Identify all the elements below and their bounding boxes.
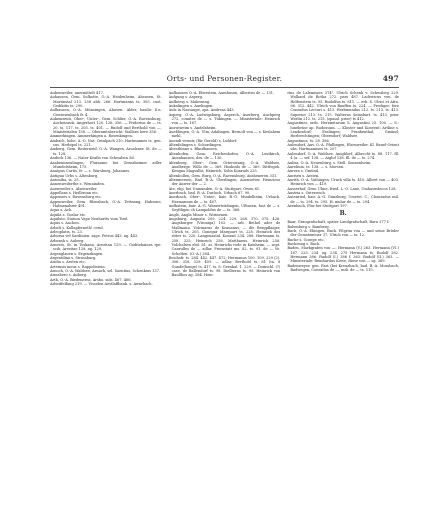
index-entry: Ausserhof, Gem. Ulme, fried. L.-O. Lane, Umhasusbicca 128. xyxy=(287,186,397,191)
index-column-right xyxy=(287,91,399,473)
index-entry: Angle, Angla Minor s. Wirmenen. xyxy=(168,212,229,217)
index-entry: Aulisa, O.-A. Neuenbürg, s. Stell. Sonnenheim. xyxy=(287,160,372,165)
index-entry: Annenweilerthe s. Wenninden. xyxy=(50,182,105,187)
index-entry: Anatgus Curtis, fr. — s. Warsburg, Johannes. xyxy=(50,169,131,174)
index-entry: Austria s. Osterreich. xyxy=(287,190,326,195)
index-entry: Antoniba, ts. 25. xyxy=(50,177,80,182)
index-entry: Aubenweiler, unermittelt 417. xyxy=(50,91,104,95)
index-entry: Aufhausen O.-A. Eberstein, Aumhusen, Albertus de — 131. xyxy=(168,91,275,95)
index-entry: Reichsfr. ts. 284. 442. 447. 472; Hermanus 100. 109. 229 (2). 306. 318. 329. 459. — adlar. Berthold ts. 81 (ta. 8 Gunde(hange) ts. 417. ts. 8. Gernhal. 1. 229. — Domschl. (?) case. de Ballendorf ts. 98. Diellierns ts. 95. Heinrich von Baullhos ag. 284. Hein- xyxy=(168,256,281,278)
index-entry: Aulendorf, O.-A. Waldsee, Anighlorf, Albrecht ts. 88. 117. fll. 4 (a. — sef. 138. — Aiglof 138. fll. de — ts. 274. xyxy=(287,151,400,161)
index-column-left xyxy=(50,91,162,473)
index-entry: Argenglauen s. Ergenzlingen. xyxy=(50,251,104,256)
index-entry: Armsbero s. Auberg. xyxy=(50,273,88,278)
index-entry: Altenhofen, Gem. Reichenhofen, O.-A. Leutkirch, Auenhausen, des. de — 130. xyxy=(168,151,281,161)
index-entry: Aquilsto, Station Vape Neuhartts vom Tirol. xyxy=(50,216,129,221)
index-columns xyxy=(50,91,399,473)
index-entry: Aurera s. Gmünd. xyxy=(287,169,320,174)
index-entry: Aridia s. Arsten etc. xyxy=(50,260,86,265)
index-entry: Aufhatein, bair. A.-G. Wasserträdingen, Ufhusen, fast de — s. Seyfiligen ch Lampoldus de — ts. 368. xyxy=(168,203,281,213)
index-entry: Aueßlingen, O.-A. Ulm, Adalingen. Bernolt von — s. Keslahem mehl. xyxy=(168,130,281,139)
index-entry: rius de Lalemnsee 374². Ulrich Schenk v. Schwabeg 229. Wolhard de Rotha 272. pars 487. Ladewicus von. de Helfenstein ts. 95. Rudolfus ts. 811. — erh. S. Ulrici et Afra. 96. 312. 442. Ulrich von Bauffen ts. 224. — Prediger: fere Conradus Lecturi s. 413. Herbmundus 212. ts. 213. ts. 413. Superior 213. ts. 215. Walterus Seinsbart. ts. 413. prior Werlin 212. ts. 215. (zpaud. prior) ts 412. xyxy=(287,91,400,122)
index-entry: Appellans s. Heilbronn etc. xyxy=(50,190,99,195)
index-entry: Autenried, bair. A.-G. Günzburg, Umetet. C., Chonradus mil. de — ts. 294. ts. 295. H. mulur de — ts. 294. xyxy=(287,195,400,204)
index-entry: Aaabeimneulingen, Flurname bei Grenzheimer adler Mundelsheim, 175. xyxy=(50,160,162,169)
index-entry: Argentilina s. Strassburg. xyxy=(50,256,97,261)
index-entry: Augustiner, ords. Heremitarum S. Augustini 25. 100. — S.: lunebrine ap. Rudossum. — Kloster und Konvent: Artline s. Lendesdorf; Esslingen; Frankenthal, Gmünd; Herbrechtingen; Oberndorf; Waldsee. xyxy=(287,121,400,139)
index-entry: Aufheesy s. Mahrenng. xyxy=(168,99,211,104)
index-entry: Aurith, O.-A. Vaihingen, Urach villa ts. 410. Albert von — 403. Heinrich von — 419. xyxy=(287,177,400,187)
index-entry: Bachenag s. Bach. xyxy=(287,242,321,246)
index-entry: Bach, O.-A. Ehingen, Bach. Filgrim von — und seine Brüder der Gemstemeier 37. Ulrich von — ts. 12. xyxy=(287,228,400,238)
index-entry: Altenbollen, Gem. Burg, O.-A. Ravensburg, Ausheneren 331. xyxy=(168,173,278,178)
index-entry: Baden, Markgrafen von —: Hermann (V.) 263. Hermann (VI.) 167. 225. 234. ag. 234. 275 Hermann ts. Rudolf 282. Hermann 386. Rudolf (I.) 386 f. 363. Rudolf (II.) 363. — Ministeriale: Reinhardus Kiese, Riese von — sg. 369. xyxy=(287,246,400,264)
index-entry: Auhausen, Gem. Sulkotte, O.-A. Heidenheim, Aheusen, St. Martinstal 213. 258 abh. 266. Hartmanns ts. 305. cust. Gedikitis ts. 290. xyxy=(50,95,162,109)
index-entry: Auerbach, bad. B.-A. Durlach, Urbach 67. 90. xyxy=(168,190,251,195)
running-title: Orts- und Personen-Register. xyxy=(166,74,283,83)
index-entry: Aukalingen s. Auelingen. xyxy=(168,104,214,109)
index-entry: Altesthinne s. Blindhausen. xyxy=(168,147,218,152)
index-entry: Arleoplatis, ts. 23. xyxy=(50,230,83,234)
index-entry: Aquila s. Goslar etc. xyxy=(50,212,87,217)
index-entry: Ammerkingen, Ammerhingen a. Rosenkingen. xyxy=(50,134,133,139)
index-entry: Auendi vermir, (für Gerold) s. Lufdorf. xyxy=(168,138,238,143)
index-entry: Baar, Graugrafschaft, später Landgrafschaft, Bara 377 f. xyxy=(287,220,390,225)
index-entry: Antigua Urbs s. Altenburg. xyxy=(50,173,99,178)
index-entry: Arth, O.-A. Biedenerns, Arsbo. sids. 467. 466. xyxy=(50,277,132,282)
index-entry: Andeck 136. — Nater Krafts von Schwaben 5d. xyxy=(50,156,135,161)
index-entry: Arnesto, St. in Toskana, Arezitan 129. — Goditehaines rpe. scib. Arezitae 128. ag. 129. xyxy=(50,243,162,252)
index-entry: Arbelt s. Kollapferneth! cerul. xyxy=(50,225,104,230)
header-rule xyxy=(50,87,399,88)
index-entry: Aquis s. Aachen. xyxy=(50,221,80,226)
index-entry: Auenweiler s. Alsenweiler. xyxy=(50,186,98,191)
index-entry: Asperg, O.-A. Ludwigsburg, Asperch, Aserberg, Auchperg 272. comites de — s. Tübingen. — Ministeriale: Heinrich von — ts. 167. xyxy=(168,112,281,126)
index-entry: Aulendorf, Auv. O.-A. Pfullingen, Elsenweiler. Kl. Beuel-Orient ubs. Hartmannses ts. 207. xyxy=(287,143,400,152)
index-entry: Ambach, hohe. A.-O. Nat. Ostalpach 210. Hartmannes ts. gen. cus. Herbipol ts. 221. xyxy=(50,138,162,148)
index-entry: Auls in Nassaupe, opa. Andreas 443. xyxy=(168,108,235,113)
index-entry: Appenses s. Ravensburg etc. xyxy=(50,195,102,200)
index-entry: Aufgung s. Asperg. xyxy=(168,95,203,100)
index-entry: Amberg, Gem. Reiterneid, O.-A. Wangen, Aruslsner. St. de — ts. 128. xyxy=(50,147,162,156)
index-entry: Aukemreuti, Oher-, Unter-, Gem. Schlier, O.-A. Ravensburg, Aucheinruti, Angerhort 120. 126. 356. — Friderius de — ts. 20. ts. 117. ts. 205. ts. 401. — Rudolf und Berthold von —, Ministerialen 158. — Oberamtsbericht. Siallern here 356. xyxy=(50,117,162,135)
index-entry: Auswiweim s. Andelsheim. xyxy=(168,125,217,130)
page-number: 497 xyxy=(382,74,399,83)
index-entry: Aurisen s. Arsten. xyxy=(287,173,320,178)
index-entry: Altenmersen, Bad. B.-A. Überlingen, Auensetter. Heinricus der Anwer der — 2. xyxy=(168,177,281,187)
index-entry: Aqua s. Ach. xyxy=(50,208,73,213)
index-entry: Augustinus, ts. 28. 386. xyxy=(287,138,330,143)
index-entry: Arborsa vel Sardinien. sage. Petrus 443. ag. 443. xyxy=(50,234,139,239)
index-entry: Altenberg, Ober-, Gem. Otterswang, O.-A. Waldsee, Auslberge. Willo de — 369. Huskodo de — 369. Dittfegeh. Kengaa Magsallis, Heinrich, Sohn Konrads 225. xyxy=(168,160,281,174)
section-letter-heading: B. xyxy=(339,210,347,218)
index-entry: Aulhausen, O.-A. Münsingen, Ahusen. Alder, basilic ß.n. Gewiesenbach fr. 4. xyxy=(50,108,162,117)
index-entry: Auerbach, Ober-, Unter-, bair. B.-O. Mindelheim, Urbach. Hermannus de — ts. 407. xyxy=(168,195,281,204)
index-entry: Altenfelingen s. Schordingen. xyxy=(168,143,222,148)
running-header xyxy=(50,74,399,86)
index-entry: Arnoch, O.-A. Waldsee, Arnach, sel. Saentius, Schenkius 137. xyxy=(50,269,161,274)
index-entry: Aurelium, ts. 138. — s. Morsen. xyxy=(287,164,345,169)
index-entry: Azenbach, Flur bei Stuttgart 197. xyxy=(287,203,348,208)
index-entry: Babenberg s. Bamberg. xyxy=(287,224,330,229)
index-entry: Ate, ehp. bei Unmunden, O.-A. Stuttgart, Owen 61. xyxy=(168,186,261,191)
index-column-middle xyxy=(169,91,281,473)
index-entry: Badenweyer, gen. Fast (bei Kreuzbach, bad. B.-A. Mossbach, Badwegen, Conradus de —, mili. de — ts. 115. xyxy=(287,263,400,273)
index-entry: Arbensh s. Auberg. xyxy=(50,238,85,243)
index-entry: Appenweiler, Gem. Blonsbach, O.-A. Tettnang, Habsone, Halmenahrer 491. xyxy=(50,199,162,208)
index-entry: Arbeitfelfang 219. — Visselen Aestlaffbaub. s. Awnrbach. xyxy=(50,282,153,287)
index-entry: Artemsis meus s. Rappoltstein. xyxy=(50,264,106,269)
index-entry: Augsburg, Augusta 209. 224. 229. 268. 370. 375. 426. Augsburger (Vironiga) 102. — arb. Bethel ader de Mallmann. Volcmarus de Krauanus, — die Bergpflaiger, Ulrich ts. 205. Gonegar Marquart ts. 228. Heinrich der ritter ts. 220. Langenastal. Konrad 234. 288. Hartmann ts. 258. 325; Heinrich 258. Matthaeus. Heinrich 258. Volchalsen ebd. 81. at. Heinrichs rode in Kaisheim. — sept. Canrulles de — adlar. Frienstatt ms. 82. ts. 91. de — Ve. Schelten. (O.-A.) 264. xyxy=(168,216,281,256)
index-entry: Bache s. Gosepe etc. xyxy=(287,237,325,242)
